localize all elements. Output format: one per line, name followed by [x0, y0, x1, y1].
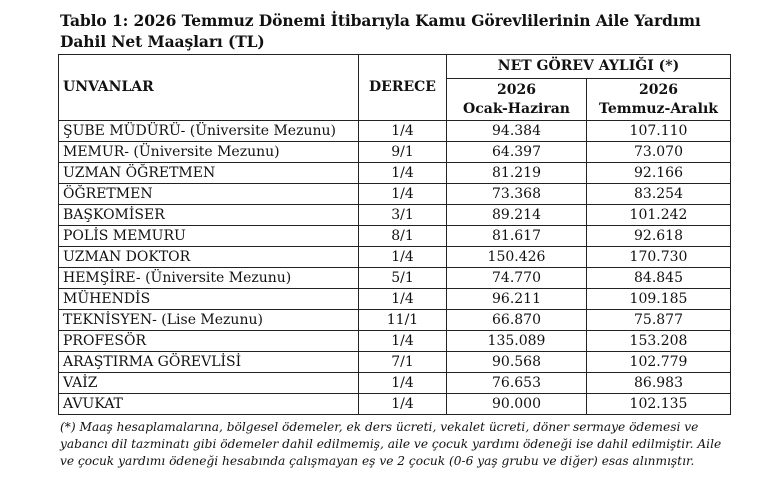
unvan-cell: ŞUBE MÜDÜRÜ- (Üniversite Mezunu) [59, 121, 359, 142]
table-title: Tablo 1: 2026 Temmuz Dönemi İtibarıyla Kamu Görevlilerinin Aile Yardımı Dahil Net Maaşları (TL) [60, 11, 701, 51]
table-row [59, 289, 731, 310]
temmuz-aralik-cell: 107.110 [587, 121, 731, 142]
derece-cell: 1/4 [359, 331, 447, 352]
ocak-haziran-cell: 66.870 [447, 310, 587, 331]
header-ocak-haziran [447, 79, 587, 121]
unvan-cell: MÜHENDİS [59, 289, 359, 310]
derece-cell: 8/1 [359, 226, 447, 247]
table-body [59, 121, 731, 415]
ocak-haziran-cell: 90.000 [447, 394, 587, 415]
table-row [59, 268, 731, 289]
derece-cell: 5/1 [359, 268, 447, 289]
ocak-haziran-cell: 64.397 [447, 142, 587, 163]
table-row [59, 184, 731, 205]
ocak-haziran-cell: 73.368 [447, 184, 587, 205]
ocak-haziran-cell: 81.219 [447, 163, 587, 184]
derece-cell: 1/4 [359, 163, 447, 184]
unvan-cell: POLİS MEMURU [59, 226, 359, 247]
header-row-top [59, 55, 731, 79]
ocak-haziran-cell: 150.426 [447, 247, 587, 268]
derece-cell: 1/4 [359, 373, 447, 394]
temmuz-aralik-cell: 92.166 [587, 163, 731, 184]
temmuz-aralik-cell: 84.845 [587, 268, 731, 289]
derece-cell: 11/1 [359, 310, 447, 331]
table-row [59, 121, 731, 142]
ocak-haziran-cell: 76.653 [447, 373, 587, 394]
ocak-haziran-cell: 135.089 [447, 331, 587, 352]
unvan-cell: TEKNİSYEN- (Lise Mezunu) [59, 310, 359, 331]
derece-cell: 1/4 [359, 394, 447, 415]
derece-cell: 9/1 [359, 142, 447, 163]
temmuz-aralik-cell: 153.208 [587, 331, 731, 352]
footnote: (*) Maaş hesaplamalarına, bölgesel ödemeler, ek ders ücreti, vekalet ücreti, döner sermaye ödemesi ve yabancı dil tazminatı gibi ödemeler dahil edilmemiş, aile ve çocuk yardımı ödeneği ise dahil edilmiştir. Aile ve çocuk yardımı ödeneği hesabında çalışmayan eş ve 2 çocuk (0-6 yaş grubu ve diğer) esas alınmıştır. [60, 420, 722, 468]
unvan-cell: UZMAN ÖĞRETMEN [59, 163, 359, 184]
header-temmuz-aralik [587, 79, 731, 121]
table-row [59, 247, 731, 268]
temmuz-aralik-cell: 109.185 [587, 289, 731, 310]
ocak-haziran-cell: 81.617 [447, 226, 587, 247]
table-row [59, 310, 731, 331]
unvan-cell: HEMŞİRE- (Üniversite Mezunu) [59, 268, 359, 289]
table-row [59, 331, 731, 352]
ocak-haziran-cell: 74.770 [447, 268, 587, 289]
temmuz-aralik-cell: 86.983 [587, 373, 731, 394]
unvan-cell: AVUKAT [59, 394, 359, 415]
temmuz-aralik-cell: 101.242 [587, 205, 731, 226]
derece-cell: 3/1 [359, 205, 447, 226]
header-derece: DERECE [359, 55, 447, 121]
table-row [59, 226, 731, 247]
ocak-haziran-cell: 94.384 [447, 121, 587, 142]
derece-cell: 7/1 [359, 352, 447, 373]
unvan-cell: UZMAN DOKTOR [59, 247, 359, 268]
temmuz-aralik-cell: 75.877 [587, 310, 731, 331]
ocak-haziran-cell: 96.211 [447, 289, 587, 310]
header-unvanlar: UNVANLAR [59, 55, 359, 121]
header-ocak-year: 2026 [497, 81, 536, 98]
unvan-cell: PROFESÖR [59, 331, 359, 352]
unvan-cell: VAİZ [59, 373, 359, 394]
unvan-cell: MEMUR- (Üniversite Mezunu) [59, 142, 359, 163]
unvan-cell: ÖĞRETMEN [59, 184, 359, 205]
salary-table [58, 54, 731, 415]
header-temmuz-period: Temmuz-Aralık [599, 100, 718, 117]
ocak-haziran-cell: 90.568 [447, 352, 587, 373]
table-row [59, 142, 731, 163]
temmuz-aralik-cell: 83.254 [587, 184, 731, 205]
temmuz-aralik-cell: 73.070 [587, 142, 731, 163]
header-ocak-period: Ocak-Haziran [463, 100, 570, 117]
table-row [59, 163, 731, 184]
unvan-cell: BAŞKOMİSER [59, 205, 359, 226]
table-row [59, 373, 731, 394]
derece-cell: 1/4 [359, 247, 447, 268]
header-net-gorev-ayligi: NET GÖREV AYLIĞI (*) [447, 55, 731, 79]
header-temmuz-year: 2026 [639, 81, 678, 98]
temmuz-aralik-cell: 92.618 [587, 226, 731, 247]
table-row [59, 352, 731, 373]
temmuz-aralik-cell: 102.135 [587, 394, 731, 415]
derece-cell: 1/4 [359, 121, 447, 142]
table-row [59, 205, 731, 226]
temmuz-aralik-cell: 102.779 [587, 352, 731, 373]
ocak-haziran-cell: 89.214 [447, 205, 587, 226]
derece-cell: 1/4 [359, 289, 447, 310]
table-row [59, 394, 731, 415]
unvan-cell: ARAŞTIRMA GÖREVLİSİ [59, 352, 359, 373]
derece-cell: 1/4 [359, 184, 447, 205]
temmuz-aralik-cell: 170.730 [587, 247, 731, 268]
